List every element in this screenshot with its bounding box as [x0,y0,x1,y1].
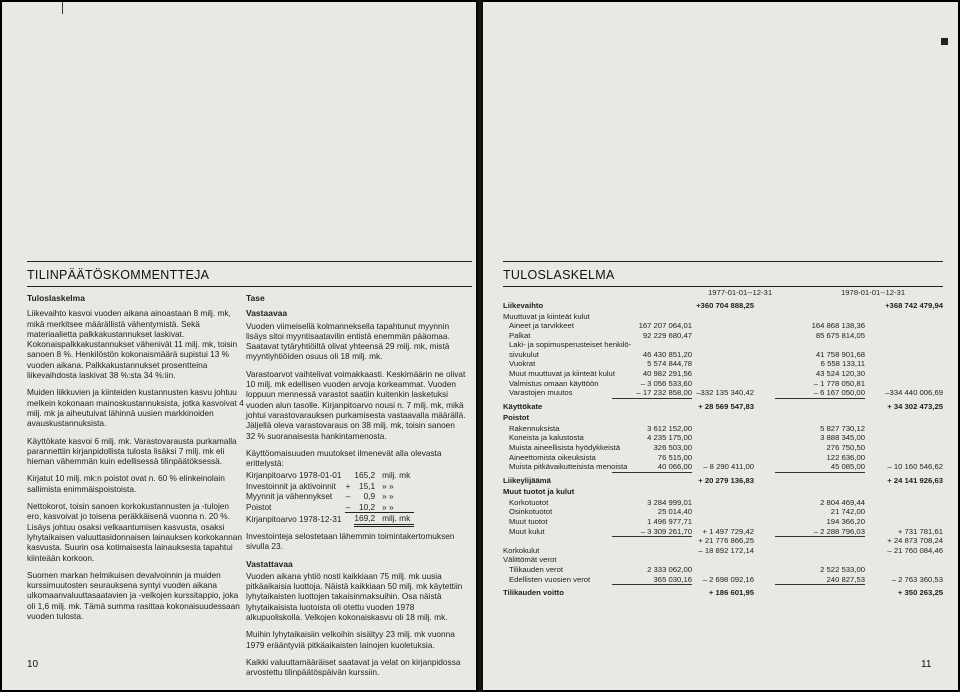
statement-row [503,433,943,443]
paragraph: Vuoden viimeisellä kolmanneksella tapahtunut myynnin lisäys sitoi myyntisaatavilin entistä enemmän pääomaa. Saatavat tytäryhtiöiltä olivat yhteensä 29 milj. mk, mistä myyntiyhtiöiden osuus oli 18 milj. mk. [246,320,450,362]
table-row [246,481,414,492]
statement-row [503,331,943,341]
table-cell-sign: – [345,491,351,502]
period-1977: 1977-01-01--12-31 [708,288,773,297]
amount-c3: 276 750,50 [826,443,865,453]
amount-c3: 3 888 345,00 [820,433,865,443]
row-label: Tilikauden voitto [503,588,564,598]
page-number: 10 [27,659,39,670]
amount-c1: 365 030,16 [612,575,692,586]
row-label: Valmistus omaan käyttöön [509,378,599,388]
statement-row [503,424,943,434]
row-label: Osinkotuotot [509,507,553,517]
amount-c3: 164 868 138,36 [811,321,865,331]
amount-c3: 240 827,53 [775,575,865,586]
statement-row [503,546,943,556]
row-label: Palkat [509,330,531,340]
page-number: 11 [921,659,932,670]
amount-c1: 92 229 680,47 [642,330,692,340]
statement-row [503,555,943,565]
table-cell-label: Myynnit ja vähennykset [246,491,333,502]
period-headers [503,288,943,300]
statement-row [503,507,943,517]
statement-row [503,300,943,312]
amount-c3: 43 524 120,30 [815,369,865,379]
amount-c3: – 6 167 050,00 [775,388,865,399]
amount-c1: 4 235 175,00 [647,433,692,443]
header-rule [503,261,943,262]
row-label: Muista pitkävaikutteisista menoista [509,462,628,472]
row-label: Laki- ja sopimusperusteiset henkilö- [509,340,632,350]
statement-row [503,443,943,453]
amount-c4: + 350 263,25 [897,588,943,598]
amount-c4: – 2 763 360,53 [891,574,943,584]
subheading-vastaavaa: Vastaavaa [246,308,288,319]
statement-row [503,587,943,599]
table-cell-unit: milj. mk [382,470,411,481]
table-cell-sign [345,513,354,526]
row-label: Aineet ja tarvikkeet [509,321,574,331]
table-cell-sign: + [345,480,351,491]
paragraph: Liikevaihto kasvoi vuoden aikana ainoastaan 8 milj. mk, mikä merkitsee määrällistä vähentymistä. Sekä materiaalietta palkkakustannukset laskivat. Kokonaispalkkakustannukset vähenivät 11 milj. mk, toisin sanoen 8 %. Henkilöstön kokonaismäärä supistui 13 % vuoden aikana. Palkkakustannukset prosentteina liikevaihdosta laskivat 38 %:sta 34 %:iin. [27,308,238,381]
crop-mark [62,2,63,14]
header-rule [27,261,472,262]
amount-c4: + 24 141 926,63 [887,475,943,485]
row-label: Korkokulut [503,545,540,555]
row-label: Varastojen muutos [509,388,573,398]
statement-row [503,359,943,369]
row-label: Muut muuttuvat ja kiinteät kulut [509,369,615,379]
table-cell-value: 0,9 [363,491,376,502]
amount-c1: 326 503,00 [653,443,692,453]
paragraph: Kirjatut 10 milj. mk:n poistot ovat n. 60 % elinkeinolain sallimista enimmäispoistoista. [27,473,225,494]
amount-c2: – 8 290 411,00 [703,462,754,472]
amount-c1: 2 333 062,00 [647,564,692,574]
amount-c1: – 17 232 858,00 [612,388,692,399]
table-cell-unit: milj. mk [379,513,414,526]
amount-c4: + 24 873 708,24 [887,536,943,546]
row-label: Välittömät verot [503,555,557,565]
statement-row [503,536,943,546]
paragraph: Muiden liikkuvien ja kiinteiden kustannusten kasvu johtuu melkein kokonaan mainoskustannuksista, jotka kasvoivat 4 milj. mk ja aiheutuivat lähinnä uusien markkinoiden avauskustannuksista. [27,387,244,429]
statement-row [503,340,943,350]
amount-c1: – 3 309 261,70 [612,527,692,538]
amount-c3: 2 804 469,44 [820,497,865,507]
table-cell-value: 169,2 [354,513,379,526]
row-label: Koneista ja kalustosta [509,433,584,443]
statement-row [503,498,943,508]
table-cell-unit: » » [379,502,414,513]
table-row [246,502,414,513]
statement-row [503,486,943,498]
amount-c2: –332 135 340,42 [696,388,754,398]
statement-row [503,462,943,472]
table-row [246,491,414,502]
amount-c1: 46 430 851,20 [642,349,692,359]
amount-c4: +368 742 479,94 [885,301,943,310]
section-heading-tuloslaskelma: Tuloslaskelma [27,293,85,303]
statement-row [503,565,943,575]
row-label: Rakennuksista [509,423,560,433]
statement-row [503,321,943,331]
amount-c4: – 10 160 546,62 [887,462,943,472]
row-label: Liikevaihto [503,301,544,310]
table-cell-value: 10,2 [354,502,379,513]
subheading-vastattavaa: Vastattavaa [246,558,293,569]
row-label: Muuttuvat ja kiinteät kulut [503,311,590,321]
statement-row [503,527,943,537]
fixed-assets-table [246,470,414,527]
section-heading-tase: Tase [246,293,265,303]
amount-c1: 76 515,00 [657,452,692,462]
amount-c1: 167 207 064,01 [638,321,692,331]
table-row [246,470,414,481]
table-row-total [246,513,414,526]
title-rule [503,286,943,287]
row-label: Tilikauden verot [509,564,563,574]
amount-c1: 40 066,00 [612,462,692,473]
paragraph: Käyttökate kasvoi 6 milj. mk. Varastovarausta purkamalla parannettiin kirjanpidollista tulosta lisäksi 7 milj. mk eli hieman vähemmän kuin edellisessä tilinpäätöksessä. [27,435,237,467]
paragraph: Vuoden aikana yhtiö nosti kaikkiaan 75 milj. mk uusia pitkäaikaisia luottoja. Näistä kaikkiaan 50 milj. mk käytettiin lyhytaikaisten luottojen takaisinmaksuihin. Osa näistä lyhytaikaisista luotoista oli otettu vuoden 1978 alkupuoliskolla. Velkojen kokonaiskasvu oli 18 milj. mk. [246,570,463,623]
amount-c3: – 2 288 796,03 [775,527,865,538]
row-label: Muut kulut [509,526,545,536]
table-cell-label: Investoinnit ja aktivoinnit [246,480,336,491]
amount-c4: – 21 760 084,46 [887,545,943,555]
table-cell-unit: » » [382,480,394,491]
table-cell-label: Poistot [246,502,272,513]
statement-row [503,517,943,527]
amount-c2: + 21 776 866,25 [698,536,754,546]
statement-row [503,388,943,398]
row-label: sivukulut [509,349,539,359]
page-title: TILINPÄÄTÖSKOMMENTTEJA [27,268,210,282]
row-label: Vuokrat [509,359,536,369]
statement-row [503,312,943,322]
paragraph: Investointeja selostetaan lähemmin toimintakertomuksen sivulla 23. [246,530,455,552]
row-label: Liikeylijäämä [503,475,551,485]
commentary-column-1 [27,293,245,628]
statement-row [503,412,943,424]
amount-c4: + 731 781,61 [897,526,943,536]
amount-c2: + 1 497 729,42 [702,526,754,536]
amount-c1: 3 612 152,00 [647,423,692,433]
amount-c1: 1 496 977,71 [647,517,692,526]
row-label: Korkotuotot [509,497,549,507]
row-label: Edellisten vuosien verot [509,574,591,584]
statement-row [503,453,943,463]
row-label: Muut tuotot [509,517,548,526]
table-cell-label: Kirjanpitoarvo 1978-12-31 [246,513,342,524]
amount-c4: + 34 302 473,25 [887,401,943,411]
title-rule [27,286,472,287]
table-cell-value: 15,1 [358,480,376,491]
amount-c3: 122 636,00 [826,452,865,462]
period-1978: 1978-01-01--12-31 [841,288,906,297]
amount-c3: 5 827 730,12 [820,423,865,433]
row-label: Muut tuotot ja kulut [503,487,575,497]
amount-c3: 21 742,00 [830,507,865,517]
statement-row [503,575,943,585]
statement-row [503,401,943,413]
paragraph: Muihin lyhytaikaisiin velkoihin sisältyy 23 milj. mk vuonna 1979 erääntyviä pitkäaikaisten lainojen kuoletuksia. [246,629,455,650]
table-cell-sign: – [345,502,354,513]
statement-row [503,350,943,360]
amount-c3: 41 758 901,68 [815,349,865,359]
amount-c3: 6 558 133,11 [820,359,865,369]
amount-c3: – 1 778 050,81 [813,378,865,388]
commentary-column-2 [246,293,466,685]
table-cell-sign [345,470,354,481]
paragraph: Kaikki valuuttamääräiset saatavat ja velat on kirjanpidossa arvostettu tilinpäätöspäivän kurssiin. [246,656,461,678]
amount-c3: 85 675 814,05 [815,330,865,340]
page-title: TULOSLASKELMA [503,268,615,282]
row-label: Käyttökate [503,401,543,411]
amount-c1: – 3 056 533,60 [640,378,692,388]
amount-c2: + 28 569 547,83 [698,401,754,411]
registration-mark [941,38,948,45]
amount-c3: 194 366,20 [826,517,865,526]
amount-c1: 3 284 999,01 [647,497,692,507]
amount-c1: 40 982 291,56 [642,369,692,379]
amount-c3: 2 522 533,00 [820,564,865,574]
table-cell-value: 165,2 [354,470,376,481]
amount-c2: + 186 601,95 [708,588,754,598]
amount-c2: – 2 698 092,16 [702,574,754,584]
row-label: Muista aineellisista hyödykkeistä [509,443,621,453]
paragraph: Nettokorot, toisin sanoen korkokustannusten ja -tulojen ero, kasvoivat jo toisena peräkkäisenä vuonna n. 20 %. Lisäys johtuu osaksi velkaantumisen kasvusta, osaksi lyhytaikaisen valuuttasidonnaisen lainauksen korkokannan kasvusta. Suurin osa kotimaisesta lainauksesta tapahtui kiinteään korkoon. [27,501,242,563]
statement-rows [503,300,943,599]
statement-row [503,379,943,389]
income-statement [503,288,943,599]
amount-c3: 45 085,00 [775,462,865,473]
row-label: Aineettomista oikeuksista [509,452,596,462]
paragraph: Varastoarvot vaihtelivat voimakkaasti. Keskimäärin ne olivat 10 milj. mk edellisen vuoden arvoja korkeammat. Vuoden loppuun mennessä varastot saatiin kuitenkin lasketuksi vuoden alun tasolle. Kirjanpitoarvo nousi n. 7 milj. mk, mikä johtui varastovarauksen purkamisesta vastaavalla määrällä. Jäljellä oleva varastovaraus on 38 milj. mk, toisin sanoen 32 % suoranaisesta hankintamenosta. [246,368,466,441]
amount-c1: 25 014,40 [657,507,692,517]
statement-row [503,369,943,379]
amount-c2: +360 704 888,25 [696,301,754,310]
amount-c2: + 20 279 136,83 [698,475,754,485]
row-label: Poistot [503,413,530,423]
left-page [2,2,477,690]
amount-c4: –334 440 006,69 [885,388,943,398]
paragraph: Käyttöomaisuuden muutokset ilmenevät alla olevasta erittelystä: [246,447,442,469]
table-cell-label: Kirjanpitoarvo 1978-01-01 [246,470,342,481]
amount-c1: 5 574 844,78 [647,359,692,369]
statement-row [503,475,943,487]
amount-c2: – 18 892 172,14 [698,545,754,555]
table-cell-unit: » » [382,491,394,502]
paragraph: Suomen markan helmikuisen devalvoinnin ja muiden kurssimuutosten seurauksena syntyi vuoden aikana ulkomaanvaluuttasaatavien ja -velkojen kurssitappio, joka oli 1,6 milj. mk. Tämä summa rasittaa kokonaisuudessaan vuoden tulosta. [27,569,240,622]
